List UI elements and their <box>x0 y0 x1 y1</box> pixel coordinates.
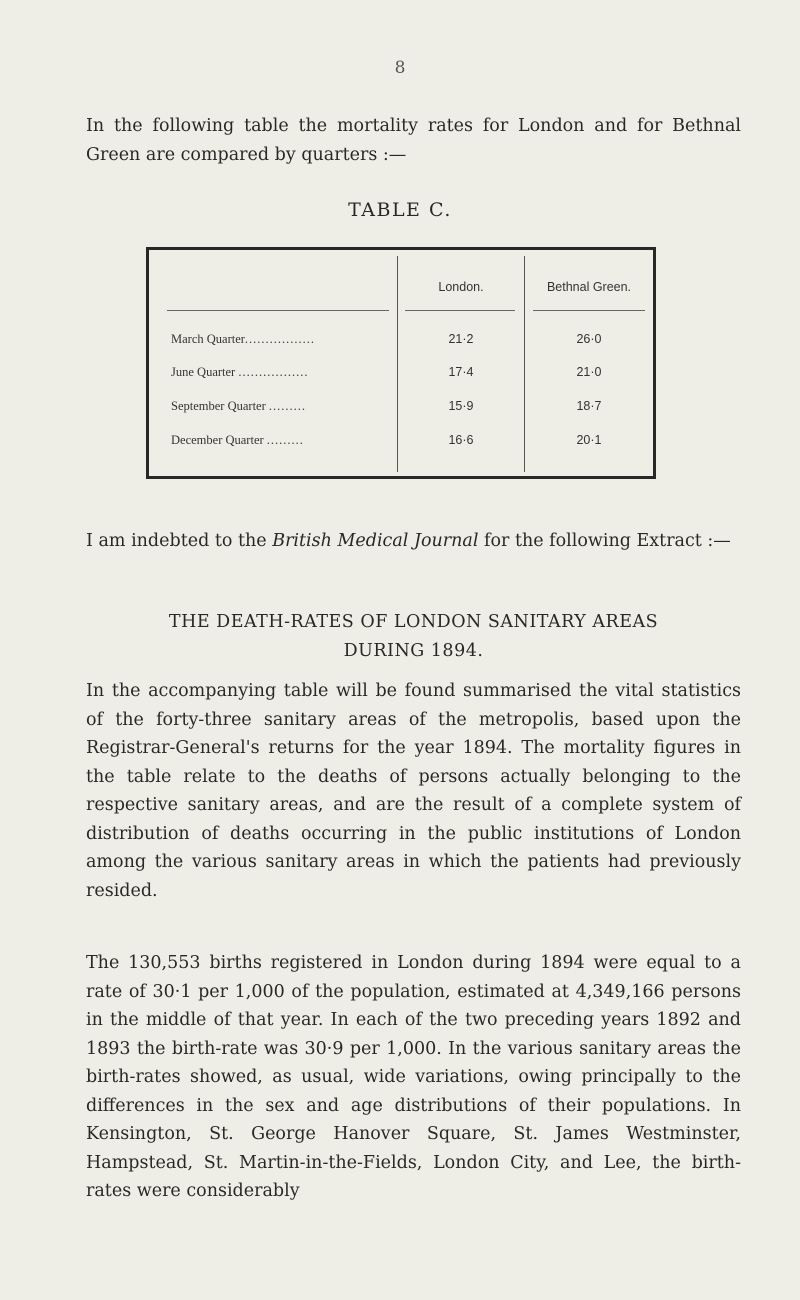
table-cell-london: 15·9 <box>448 399 474 413</box>
table-row-label: March Quarter................. <box>171 332 316 346</box>
header-rule <box>167 310 389 311</box>
article-heading-line2: DURING 1894. <box>343 641 484 661</box>
table-cell-london: 16·6 <box>448 433 474 447</box>
header-rule <box>533 310 645 311</box>
header-london: London. <box>438 280 484 294</box>
header-bethnal-green: Bethnal Green. <box>546 280 632 294</box>
article-heading <box>86 608 741 666</box>
table-cell-bethnal-green: 26·0 <box>576 332 602 346</box>
table-cell-bethnal-green: 20·1 <box>576 433 602 447</box>
header-rule <box>405 310 515 311</box>
table-row-label: June Quarter ................. <box>171 365 309 379</box>
table-cell-bethnal-green: 18·7 <box>576 399 602 413</box>
page-number: 8 <box>394 58 406 78</box>
extract-intro: I am indebted to the British Medical Journal for the following Extract :— <box>86 531 731 551</box>
article-paragraph-1: In the accompanying table will be found summarised the vital statistics of the forty-three sanitary areas of the metropolis, based upon the Registrar-General's returns for the year 1894. The mortality figures in the table relate to the deaths of persons actually belonging to the respective sanitary areas, and are the result of a complete system of distribution of deaths occurring in the public institutions of London among the various sanitary areas in which the patients had previously resided. <box>86 681 741 901</box>
table-title: TABLE C. <box>348 199 452 221</box>
table-cell-bethnal-green: 21·0 <box>576 365 602 379</box>
table-cell-london: 17·4 <box>448 365 474 379</box>
table-row-label: December Quarter ......... <box>171 433 304 447</box>
intro-paragraph: In the following table the mortality rates for London and for Bethnal Green are compared by quarters :— <box>86 116 741 165</box>
table-cell-london: 21·2 <box>448 332 474 346</box>
article-heading-line1: THE DEATH-RATES OF LONDON SANITARY AREAS <box>168 612 659 632</box>
table-row-label: September Quarter ......... <box>171 399 307 413</box>
journal-name: British Medical Journal <box>272 531 479 551</box>
mortality-table <box>146 247 656 479</box>
article-paragraph-2: The 130,553 births registered in London during 1894 were equal to a rate of 30·1 per 1,000 of the population, estimated at 4,349,166 persons in the middle of that year. In each of the two preceding years 1892 and 1893 the birth-rate was 30·9 per 1,000. In the various sanitary areas the birth-rates showed, as usual, wide variations, owing principally to the differences in the sex and age distributions of their populations. In Kensington, St. George Hanover Square, St. James Westminster, Hampstead, St. Martin-in-the-Fields, London City, and Lee, the birth-rates were considerably <box>86 953 741 1201</box>
